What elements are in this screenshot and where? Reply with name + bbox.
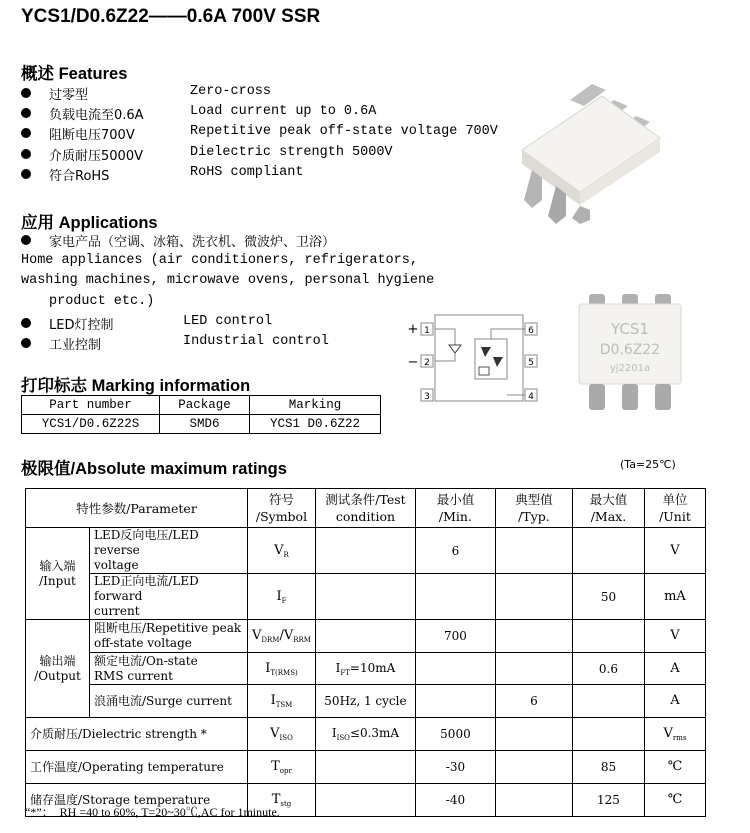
symbol: I — [276, 588, 282, 604]
symbol-sub: RRM — [293, 636, 311, 644]
ratings-row — [26, 718, 706, 751]
max-cell: 50 — [572, 574, 644, 620]
unit-cell — [644, 620, 705, 653]
typ-cell — [495, 751, 572, 784]
bullet-icon — [21, 318, 31, 328]
symbol: T — [271, 792, 281, 807]
application-text-line: Home appliances (air conditioners, refrigerators, — [21, 253, 418, 268]
header-min-cn: 最小值 — [436, 492, 475, 507]
header-typ — [495, 489, 572, 528]
application-item-cn: 家电产品（空调、冰箱、洗衣机、微波炉、卫浴） — [49, 235, 336, 250]
feature-item-en: Dielectric strength 5000V — [190, 145, 393, 160]
test-sub: ISO — [336, 734, 350, 742]
ratings-row — [26, 620, 706, 653]
header-min-en: /Min. — [438, 509, 472, 524]
marking-cell: YCS1 D0.6Z22 — [250, 415, 381, 434]
header-max — [572, 489, 644, 528]
symbol: I — [270, 693, 276, 708]
symbol-sub: DRM — [261, 636, 280, 644]
ratings-row — [26, 751, 706, 784]
application-item-en: Industrial control — [183, 334, 329, 349]
pin-label: 2 — [424, 358, 430, 368]
min-cell: 6 — [415, 528, 495, 574]
group-output — [26, 620, 90, 718]
feature-item-en: Load current up to 0.6A — [190, 104, 377, 119]
application-text-line: washing machines, microwave ovens, personal hygiene — [21, 273, 435, 288]
marking-table — [21, 395, 381, 434]
chip-marking-line1: YCS1 — [611, 320, 649, 338]
min-cell — [415, 574, 495, 620]
minus-sign: − — [407, 355, 419, 370]
unit: V — [670, 628, 680, 643]
feature-item-en: Repetitive peak off-state voltage 700V — [190, 124, 498, 139]
symbol-cell — [248, 718, 316, 751]
param-cell — [26, 751, 248, 784]
symbol-sub: T(RMS) — [270, 668, 298, 677]
group-output-cn: 输出端 — [39, 653, 76, 668]
min-cell: 5000 — [415, 718, 495, 751]
symbol-sub: stg — [280, 800, 292, 808]
param-text: 阻断电压/Repetitive peak — [94, 621, 242, 635]
min-cell: -40 — [415, 784, 495, 817]
test-text: I — [335, 660, 341, 675]
typ-cell — [495, 718, 572, 751]
header-parameter: 特性参数/Parameter — [26, 489, 248, 528]
unit: V — [670, 542, 680, 558]
group-input — [26, 528, 90, 620]
param-cell — [26, 718, 248, 751]
test-cell — [315, 528, 415, 574]
symbol-sub: R — [283, 550, 289, 559]
header-max-en: /Max. — [590, 509, 627, 524]
ratings-row — [26, 528, 706, 574]
max-cell: 0.6 — [572, 653, 644, 685]
test-cell — [315, 620, 415, 653]
pin-label: 5 — [528, 358, 534, 368]
typ-cell — [495, 574, 572, 620]
symbol-sub: TSM — [275, 701, 293, 709]
ratings-heading — [21, 455, 287, 479]
bullet-icon — [21, 338, 31, 348]
test-text: ≤0.3mA — [349, 726, 400, 740]
chip-marking-line3: yj2201a — [609, 363, 651, 374]
marking-cell: YCS1/D0.6Z22S — [22, 415, 160, 434]
param-cell — [90, 528, 248, 574]
pin-label: 6 — [528, 326, 534, 336]
max-cell — [572, 685, 644, 718]
marking-heading-en: Marking information — [91, 377, 251, 395]
param-text: RMS current — [94, 668, 173, 683]
typ-cell — [495, 620, 572, 653]
symbol-sub: F — [281, 596, 287, 605]
max-cell: 85 — [572, 751, 644, 784]
param-text: 工作温度/Operating temperature — [30, 759, 224, 774]
test-text: I — [331, 726, 337, 740]
unit: ℃ — [667, 792, 683, 807]
pin-label: 3 — [424, 392, 430, 402]
bullet-icon — [21, 169, 31, 179]
symbol-cell — [248, 685, 316, 718]
unit-cell — [644, 685, 705, 718]
typ-cell — [495, 784, 572, 817]
max-cell — [572, 620, 644, 653]
param-text: current — [94, 604, 140, 618]
ssr-schematic-diagram — [405, 309, 555, 409]
symbol: V — [274, 542, 284, 558]
features-heading-en: Features — [58, 65, 128, 83]
param-text: 储存温度/Storage temperature — [30, 792, 211, 807]
param-text: LED正向电流/LED forward — [94, 574, 199, 603]
symbol: V — [252, 628, 262, 643]
chip-marking-line2: D0.6Z22 — [599, 342, 661, 358]
ratings-table — [25, 488, 706, 817]
symbol-cell — [248, 751, 316, 784]
unit-cell — [644, 718, 705, 751]
typ-cell: 6 — [495, 685, 572, 718]
marking-heading — [21, 372, 250, 396]
unit-cell — [644, 528, 705, 574]
param-text: 介质耐压/Dielectric strength * — [30, 726, 207, 741]
symbol-sub: ISO — [279, 734, 293, 742]
header-symbol-cn: 符号 — [268, 492, 294, 507]
feature-item-cn: 阻断电压700V — [49, 128, 135, 143]
marking-heading-cn: 打印标志 — [21, 377, 87, 395]
max-cell: 125 — [572, 784, 644, 817]
marking-cell: SMD6 — [160, 415, 250, 434]
symbol: V — [270, 726, 280, 741]
marking-header: Package — [160, 396, 250, 415]
min-cell — [415, 685, 495, 718]
unit-cell — [644, 784, 705, 817]
header-symbol — [248, 489, 316, 528]
ratings-heading-cn: 极限值 — [21, 460, 71, 478]
test-text: =10mA — [349, 660, 396, 675]
application-item-cn: LED灯控制 — [49, 318, 114, 333]
symbol: I — [265, 660, 271, 676]
marking-header: Part number — [22, 396, 160, 415]
min-cell — [415, 653, 495, 685]
unit: A — [670, 693, 680, 708]
symbol-cell — [248, 620, 316, 653]
unit: A — [670, 660, 680, 676]
unit-cell — [644, 751, 705, 784]
min-cell: -30 — [415, 751, 495, 784]
param-text: LED反向电压/LED reverse — [94, 528, 199, 557]
header-test-line2: condition — [335, 509, 396, 524]
header-min — [415, 489, 495, 528]
bullet-icon — [21, 88, 31, 98]
symbol-cell — [248, 574, 316, 620]
test-text: 50Hz, 1 cycle — [324, 694, 407, 708]
footnote-mark: “*”： — [25, 805, 54, 819]
application-text-line: product etc.) — [49, 294, 155, 309]
header-unit-cn: 单位 — [662, 492, 688, 507]
features-heading — [21, 60, 127, 84]
param-cell — [90, 685, 248, 718]
unit: V — [663, 726, 673, 741]
smd6-package-top-image — [510, 60, 670, 225]
header-symbol-en: /Symbol — [255, 509, 308, 524]
feature-item-en: RoHS compliant — [190, 165, 304, 180]
marking-header: Marking — [250, 396, 381, 415]
group-input-cn: 输入端 — [39, 558, 76, 573]
param-text: 浪涌电流/Surge current — [94, 693, 232, 708]
bullet-icon — [21, 235, 31, 245]
features-heading-cn: 概述 — [21, 65, 54, 83]
application-item-cn: 工业控制 — [49, 338, 102, 353]
ratings-heading-en: /Absolute maximum ratings — [70, 460, 287, 478]
ratings-row — [26, 653, 706, 685]
unit: ℃ — [667, 759, 683, 774]
test-cell — [315, 784, 415, 817]
header-test-line1: 测试条件/Test — [325, 492, 406, 507]
unit: mA — [664, 588, 686, 604]
pin-label: 1 — [424, 326, 430, 336]
header-max-cn: 最大值 — [589, 492, 628, 507]
test-cell — [315, 751, 415, 784]
bullet-icon — [21, 108, 31, 118]
unit-cell — [644, 653, 705, 685]
header-typ-cn: 典型值 — [515, 492, 553, 507]
feature-item-cn: 符合RoHS — [49, 169, 110, 184]
page-title: YCS1/D0.6Z22——0.6A 700V SSR — [21, 6, 321, 27]
feature-item-cn: 负载电流至0.6A — [49, 108, 144, 123]
typ-cell — [495, 653, 572, 685]
param-cell — [90, 620, 248, 653]
test-cell — [315, 685, 415, 718]
footnote-text: RH =40 to 60%, T=20~30℃,AC for 1minute. — [59, 805, 280, 819]
applications-heading — [21, 209, 158, 233]
plus-sign: + — [407, 322, 419, 337]
param-cell — [90, 653, 248, 685]
typ-cell — [495, 528, 572, 574]
symbol: /V — [279, 628, 294, 643]
applications-heading-en: Applications — [58, 214, 158, 232]
symbol-cell — [248, 528, 316, 574]
unit-cell — [644, 574, 705, 620]
bullet-icon — [21, 128, 31, 138]
bullet-icon — [21, 149, 31, 159]
group-output-en: /Output — [34, 668, 81, 683]
test-sub: FT — [340, 668, 350, 677]
param-text: 额定电流/On-state — [94, 653, 198, 668]
feature-item-en: Zero-cross — [190, 84, 272, 99]
header-unit — [644, 489, 705, 528]
application-item-en: LED control — [183, 314, 273, 329]
symbol-cell — [248, 653, 316, 685]
ratings-condition: (Ta=25℃) — [620, 458, 676, 471]
ratings-row — [26, 574, 706, 620]
feature-item-cn: 介质耐压5000V — [49, 149, 143, 164]
footnote — [25, 803, 280, 820]
test-cell — [315, 653, 415, 685]
pin-label: 4 — [528, 392, 534, 402]
test-cell — [315, 718, 415, 751]
applications-heading-cn: 应用 — [21, 214, 54, 232]
group-input-en: /Input — [39, 573, 76, 588]
param-cell — [90, 574, 248, 620]
symbol-sub: opr — [279, 767, 292, 775]
param-text: off-state voltage — [94, 636, 192, 650]
max-cell — [572, 718, 644, 751]
symbol: T — [271, 759, 280, 774]
min-cell: 700 — [415, 620, 495, 653]
test-cell — [315, 574, 415, 620]
smd6-package-marked-image — [575, 292, 705, 417]
param-text: voltage — [94, 558, 139, 572]
unit-sub: rms — [672, 734, 687, 742]
feature-item-cn: 过零型 — [49, 88, 89, 103]
header-typ-en: /Typ. — [518, 509, 550, 524]
ratings-row — [26, 685, 706, 718]
header-unit-en: /Unit — [659, 509, 691, 524]
header-test — [315, 489, 415, 528]
max-cell — [572, 528, 644, 574]
